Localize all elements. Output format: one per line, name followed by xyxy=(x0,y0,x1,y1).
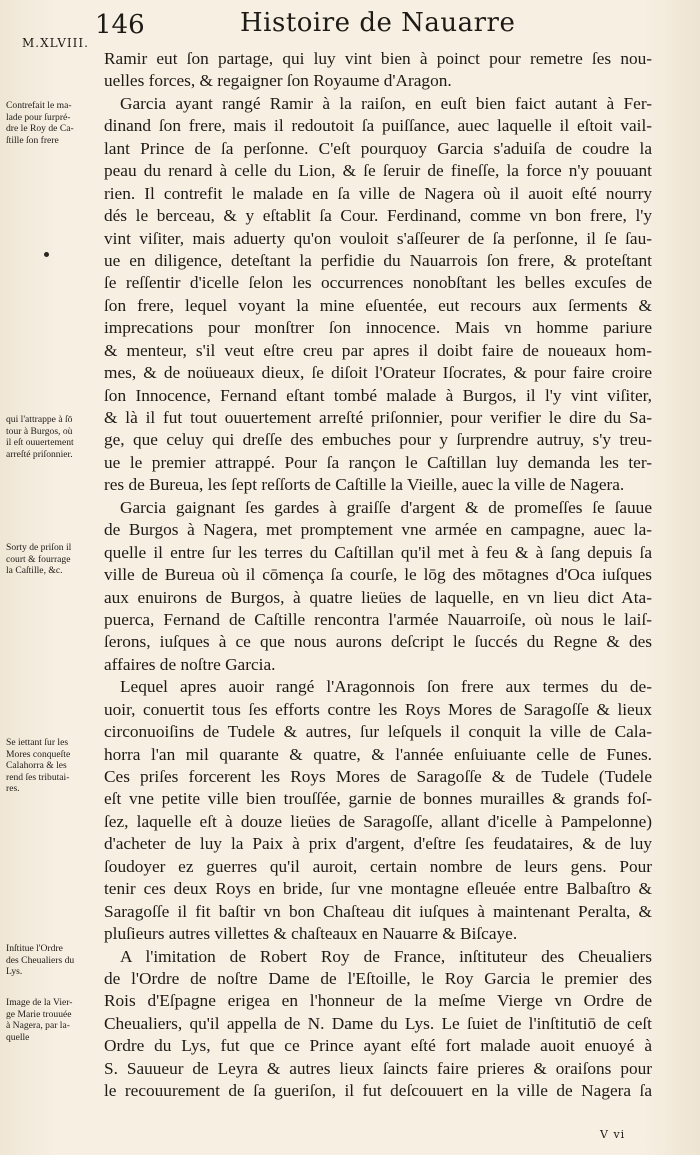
text-line: res de Bureua, les ſept reſſorts de Caſtille la Vieille, auec la ville de Nagera. xyxy=(104,475,625,495)
text-line: ſon Innocence, Fernand eſtant tombé malade à Burgos, il l'y vint viſiter, xyxy=(104,385,652,405)
text-line: & là il fut tout ouuertement arreſté priſonnier, pour verifier le dire du Sa- xyxy=(104,408,652,427)
margin-note-line: Sorty de priſon il xyxy=(6,542,72,553)
text-line: ville de Bureua où il cōmença ſa courſe, le lōg des mōtagnes d'Oca iuſques xyxy=(104,565,652,585)
margin-note-5 xyxy=(6,943,98,978)
text-line: pluſieurs autres villettes & chaſteaux en Nauarre & Biſcaye. xyxy=(104,924,518,944)
page-number: 146 xyxy=(95,10,145,40)
text-line: ue en diligence, deteſtant la perfidie du Nauarrois ſon frere, & proteſtant xyxy=(104,250,652,270)
text-line: ſe reſſentir d'icelle ſelon les occurrences nonobſtant les belles excuſes de xyxy=(104,273,652,293)
margin-note-line: il eſt ouuertement xyxy=(6,437,74,448)
margin-note-1 xyxy=(6,100,98,146)
text-line: circonuoiſins de Tudele & autres, ſur leſquels il conquit la ville de Cala- xyxy=(104,722,652,742)
text-line: rien. Il contrefit le malade en ſa ville de Nagera où il auoit eſté nourry xyxy=(104,183,652,203)
margin-note-line: lade pour ſurpré- xyxy=(6,111,71,123)
margin-note-line: Image de la Vier- xyxy=(6,997,73,1008)
margin-note-line: Inſtitue l'Ordre xyxy=(6,943,63,954)
margin-dot xyxy=(44,252,49,257)
main-text xyxy=(104,48,652,1103)
year-marker: M.XLVIII. xyxy=(22,36,89,50)
margin-note-4 xyxy=(6,737,98,795)
text-line: affaires de noſtre Garcia. xyxy=(104,654,276,674)
text-line: Ordre du Lys, fut que ce Prince ayant eſté fort malade auoit enuoyé à xyxy=(104,1036,652,1056)
text-line: mes, & de noüueaux dieux, ſe diſoit l'Orateur Iſocrates, & pour faire croire xyxy=(104,363,652,383)
text-line: Cheualiers, qu'il appella de N. Dame du Lys. Le ſuiet de l'inſtitutiō de ceſt xyxy=(104,1013,652,1033)
text-line: Ramir eut ſon partage, qui luy vint bien à poinct pour remetre ſes nou- xyxy=(104,49,652,68)
margin-note-line: dre le Roy de Ca- xyxy=(6,123,74,134)
margin-note-2 xyxy=(6,414,98,460)
margin-note-line: des Cheualiers du xyxy=(6,954,75,966)
margin-note-line: ſtille ſon frere xyxy=(6,134,59,146)
text-line: Ces priſes forcerent les Roys Mores de Saragoſſe & de Tudele (Tudele xyxy=(104,767,652,786)
text-line: & menteur, s'il veut eſtre creu par apres il doibt faire de noueaux hom- xyxy=(104,340,652,360)
margin-note-line: Calahorra & les xyxy=(6,760,67,771)
text-line: uoir, conuertit tous ſes efforts contre les Roys Mores de Saragoſſe & lieux xyxy=(104,699,652,719)
margin-note-line: la Caſtille, &c. xyxy=(6,565,63,576)
text-line: lant Prince de ſa perſonne. C'eſt pourquoy Garcia s'aduiſa de coudre la xyxy=(104,138,652,158)
running-title: Histoire de Nauarre xyxy=(240,8,516,38)
margin-note-line: tour à Burgos, où xyxy=(6,425,73,437)
text-line: Saragoſſe il fit baſtir vn bon Chaſteau dit iuſques à maintenant Peralta, & xyxy=(104,901,652,921)
text-line: quelle il entre ſur les terres du Caſtillan qu'il met à feu & à ſang depuis ſa xyxy=(104,542,652,562)
margin-note-line: rend ſes tributai- xyxy=(6,771,70,783)
margin-note-line: Contrefait le ma- xyxy=(6,100,72,111)
margin-note-6 xyxy=(6,997,98,1043)
text-line: vint viſiter, mais aduerty qu'on vouloit s'aſſeurer de ſa perſonne, il ſe ſau- xyxy=(104,228,652,248)
text-line: Garcia ayant rangé Ramir à la raiſon, en euſt bien faict autant à Fer- xyxy=(120,93,652,113)
text-line: horra l'an mil quarante & quatre, & l'année enſuiuante celle de Funes. xyxy=(104,744,652,764)
text-line: Garcia gaignant ſes gardes à graiſſe d'argent & de promeſſes ſe ſauue xyxy=(120,497,652,517)
text-line: S. Sauueur de Leyra & autres lieux ſaincts faire prieres & oraiſons pour xyxy=(104,1058,652,1078)
text-line: peau du renard à celle du Lion, & ſe ſeruir de fineſſe, la force n'y pouuant xyxy=(104,161,652,181)
margin-note-line: Lys. xyxy=(6,966,23,977)
margin-note-line: arreſté priſonnier. xyxy=(6,448,73,460)
margin-note-line: à Nagera, par la- xyxy=(6,1020,70,1031)
text-line: dés le berceau, & y eſtablit ſa Cour. Ferdinand, comme vn bon frere, l'y xyxy=(104,206,652,226)
text-line: ue le premier attrappé. Pour ſa rançon le Caſtillan luy demanda les ter- xyxy=(104,452,652,472)
margin-note-line: Se iettant ſur les xyxy=(6,737,69,748)
text-line: ge, que celuy qui dreſſe des embuches pour y ſurprendre autruy, s'y treu- xyxy=(104,430,652,450)
margin-note-line: quelle xyxy=(6,1031,30,1043)
signature-mark: V vi xyxy=(600,1128,626,1141)
text-line: ſon frere, lequel voyant la mine eſuentée, eut recours aux ſerments & xyxy=(104,295,652,315)
margin-note-line: Mores conqueſte xyxy=(6,748,71,760)
text-line: ſoudoyer ez guerres qu'il auroit, certain nombre de leurs gens. Pour xyxy=(104,856,652,876)
text-line: A l'imitation de Robert Roy de France, inſtituteur des Cheualiers xyxy=(120,946,652,966)
text-line: le recouurement de ſa gueriſon, il fut deſcouuert en la ville de Nagera ſa xyxy=(104,1081,652,1101)
text-line: Rois d'Eſpagne erigea en l'honneur de la meſme Vierge vn Ordre de xyxy=(104,991,652,1011)
text-line: aux enuirons de Burgos, à quatre lieües de laquelle, en vn lieu dict Ata- xyxy=(104,587,652,607)
margin-note-3 xyxy=(6,542,98,577)
text-line: de Burgos à Nagera, met promptement vne armée en campagne, auec la- xyxy=(104,520,652,540)
text-line: tenir ces deux Roys en bride, ſur vne montagne eſleuée entre Balbaſtro & xyxy=(104,879,652,899)
text-line: de l'Ordre de noſtre Dame de l'Eſtoille, le Roy Garcia le premier des xyxy=(104,968,652,988)
text-line: dinand ſon frere, mais il redoutoit ſa puiſſance, auec laquelle il eſtoit vail- xyxy=(104,116,652,136)
margin-note-line: ge Marie trouuée xyxy=(6,1008,72,1020)
text-line: puerca, Fernand de Caſtille rencontra l'armée Nauarroiſe, où nous le laiſ- xyxy=(104,609,652,629)
text-line: imprecations pour monſtrer ſon innocence. Mais vn homme pariure xyxy=(104,318,652,338)
margin-note-line: qui l'attrappe à ſō xyxy=(6,414,73,425)
text-line: ſerons, iuſques à ce que nous aurons deſcript le ſuccés du Regne & des xyxy=(104,632,652,652)
margin-note-line: court & fourrage xyxy=(6,553,71,565)
text-line: ſez, laquelle eſt à douze lieües de Saragoſſe, allant d'icelle à Pampelonne) xyxy=(104,811,652,831)
text-line: Lequel apres auoir rangé l'Aragonnois ſon frere aux termes du de- xyxy=(120,677,652,697)
text-line: d'acheter de luy la Paix à prix d'argent, d'eſtre ſes feudataires, & de luy xyxy=(104,834,652,854)
margin-note-line: res. xyxy=(6,783,20,794)
text-line: eſt vne petite ville bien trouſſée, garnie de bonnes murailles & grands foſ- xyxy=(104,789,652,809)
text-line: uelles forces, & regaigner ſon Royaume d'Aragon. xyxy=(104,71,452,91)
